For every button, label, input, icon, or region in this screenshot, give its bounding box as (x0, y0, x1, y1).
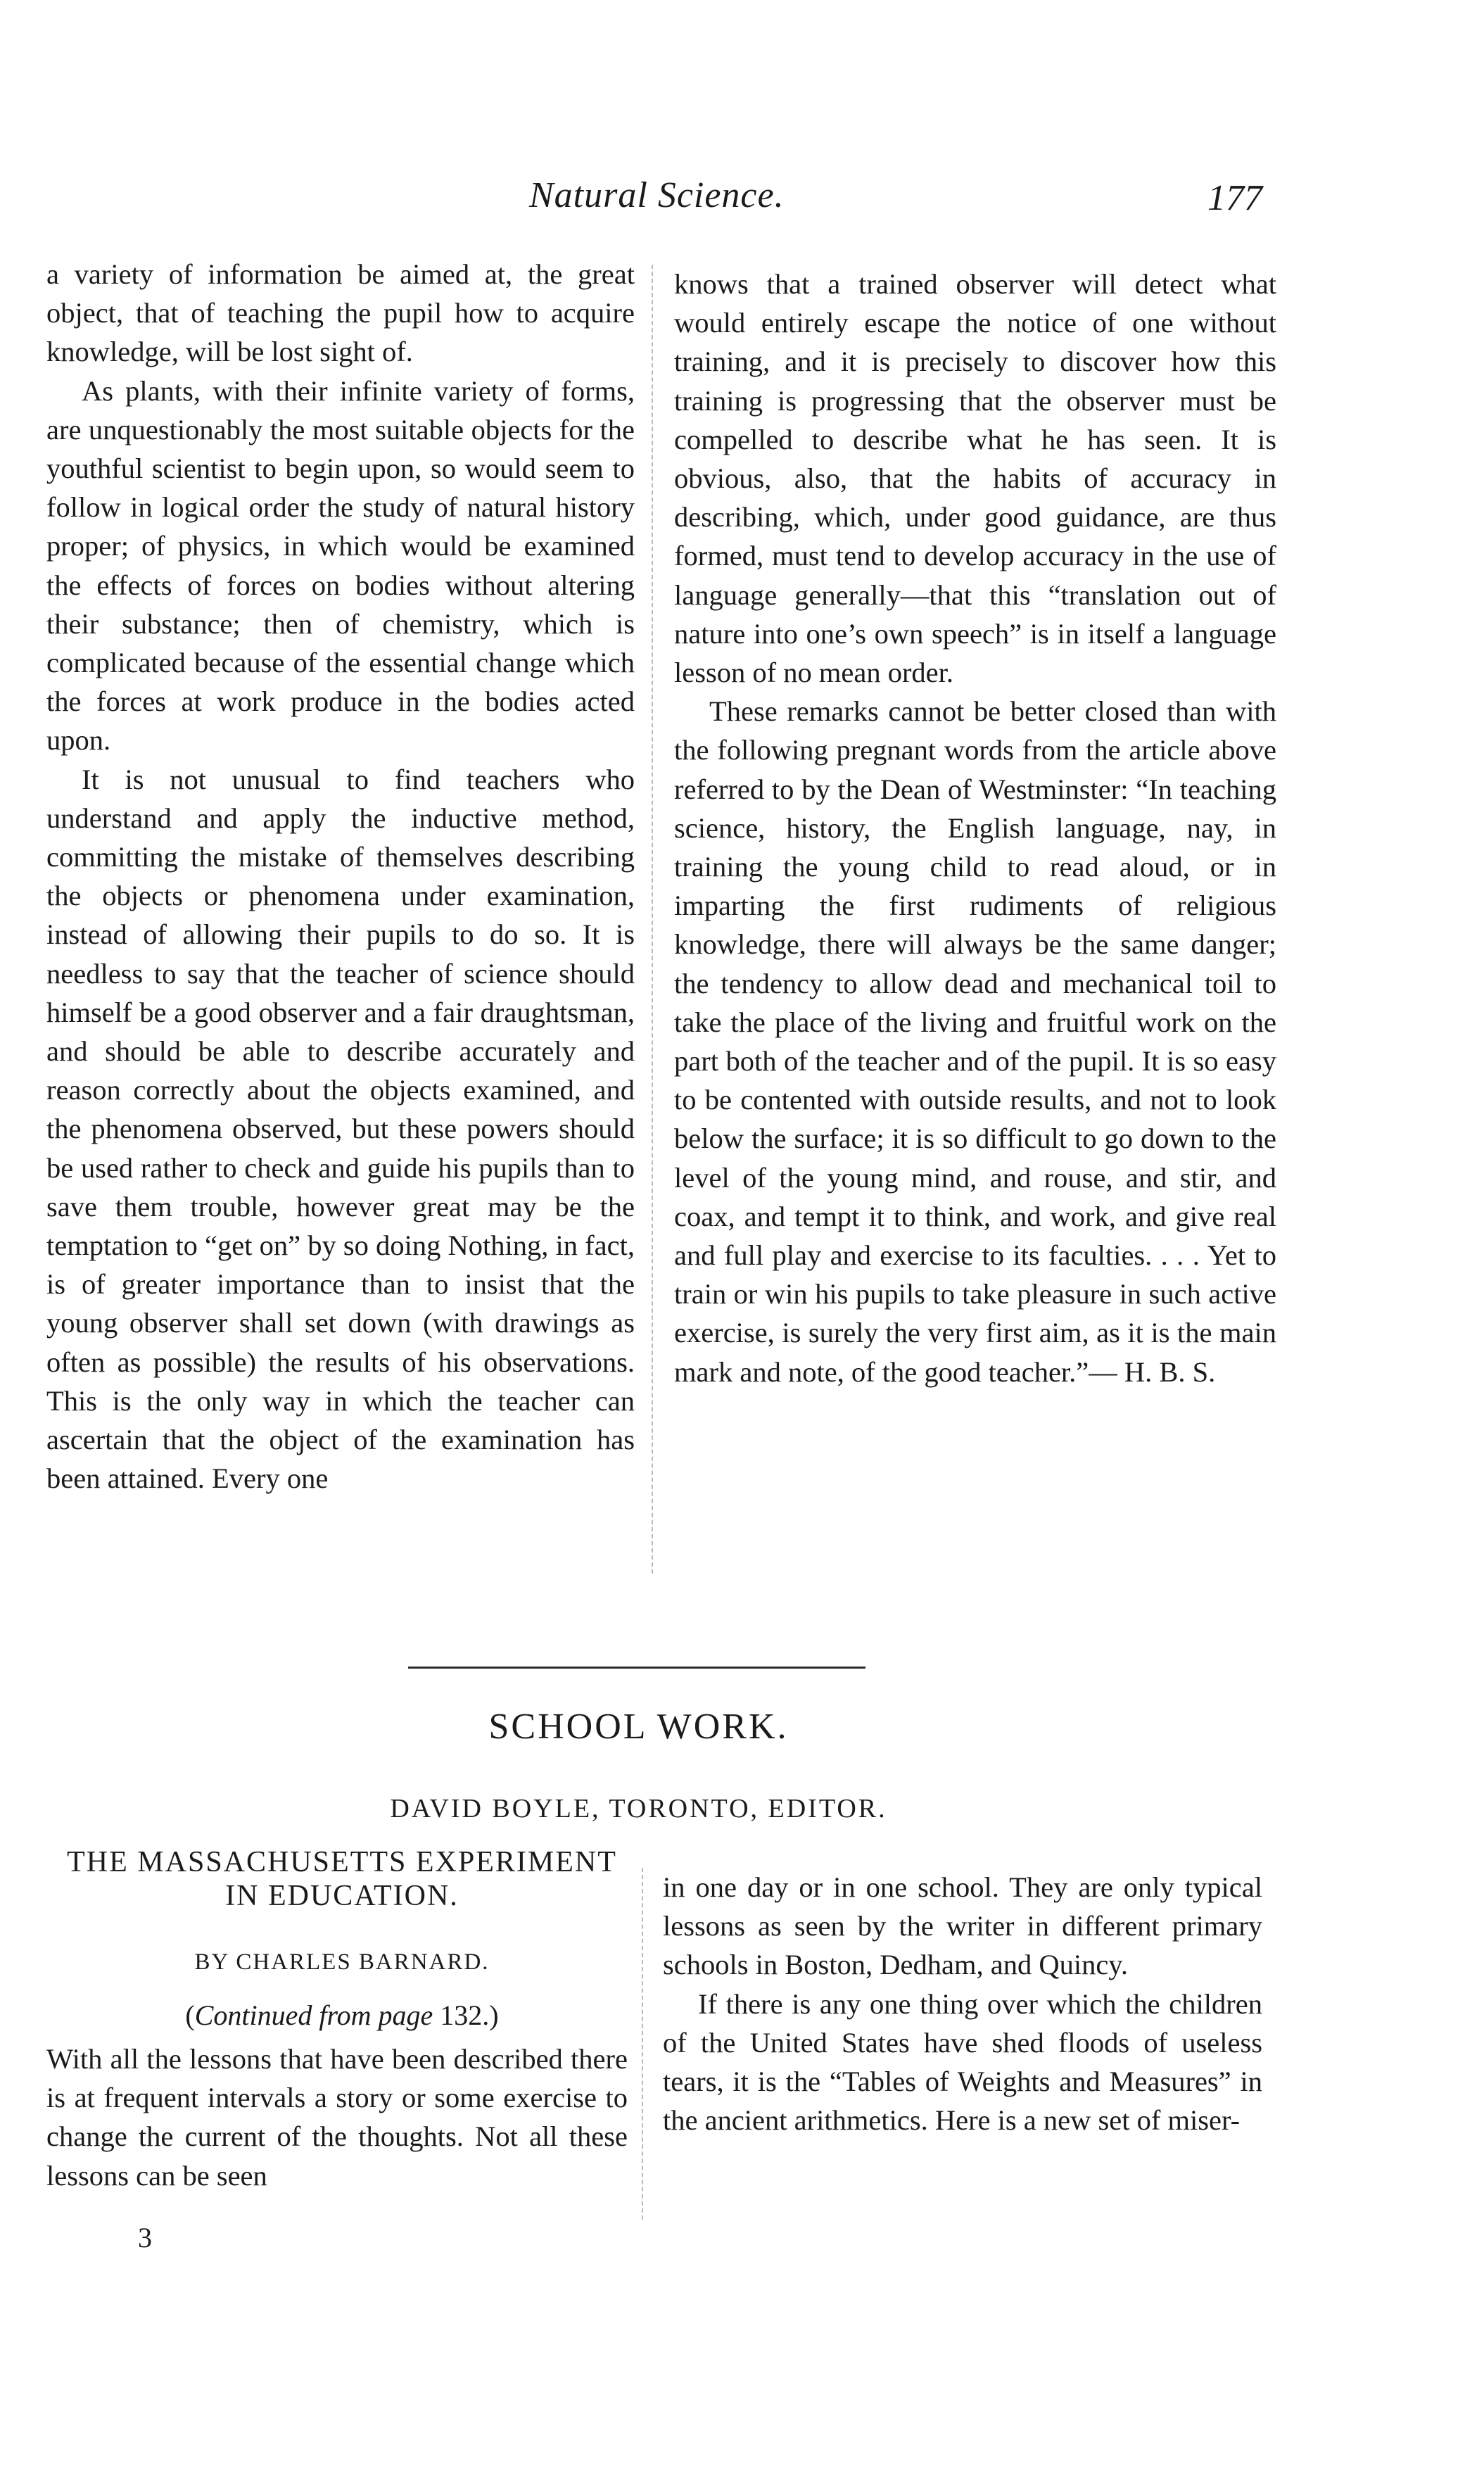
running-head: Natural Science. (529, 175, 785, 215)
section-title: SCHOOL WORK. (488, 1707, 789, 1747)
paragraph: With all the lessons that have been described there is at frequent intervals a story or some exercise to change the current of the thoughts. Not all these lessons can be seen (46, 2043, 628, 2192)
page-number: 177 (1207, 178, 1262, 218)
signature-mark: 3 (138, 2222, 152, 2253)
paragraph: knows that a trained observer will detect what would entirely escape the notice of one without training, and it is precisely to discover how this training is progressing that the observer must be compelled to describe what he has seen. It is obvious, also, that the habits of accuracy in describing, which, under good guidance, are thus formed, must tend to develop accuracy in the use of language generally—that this “translation out of nature into one’s own speech” is in itself a language lesson of no mean order. (674, 268, 1276, 689)
paragraph: As plants, with their infinite variety of forms, are unquestionably the most suitable objects for the youthful scientist to begin upon, so would seem to follow in logical order the study of natural history proper; of physics, in which would be examined the effects of forces on bodies without altering their substance; then of chemistry, which is complicated because of the essential change which the forces at work produce in the bodies acted upon. (46, 374, 635, 757)
article-title: THE MASSACHUSETTS EXPERIMENT IN EDUCATION. (67, 1846, 617, 1912)
continued-page: 132.) (440, 1999, 499, 2031)
continued-text: Continued from page (194, 1999, 433, 2031)
natural-science-right-column (674, 265, 1276, 1391)
paragraph: These remarks cannot be better closed than with the following pregnant words from the article above referred to by the Dean of Westminster: “In teaching science, history, the English language, nay, in training the young child to read aloud, or in imparting the first rudiments of religious knowledge, there will always be the same danger; the tendency to allow dead and mechanical toil to take the place of the living and fruitful work on the part both of the teacher and of the pupil. It is so easy to be contented with outside results, and not to look below the surface; it is so difficult to go down to the level of the young mind, and rouse, and stir, and coax, and tempt it to think, and work, and give real and full play and exercise to its faculties. . . . Yet to train or win his pupils to take pleasure in such active exercise, is surely the very first aim, as it is the main mark and note, of the good teacher.”— H. B. S. (674, 695, 1276, 1388)
natural-science-left-column (46, 255, 635, 1498)
paragraph: a variety of information be aimed at, the great object, that of teaching the pupil how to acquire knowledge, will be lost sight of. (46, 258, 635, 368)
paragraph: in one day or in one school. They are only typical lessons as seen by the writer in different primary schools in Boston, Dedham, and Quincy. (663, 1871, 1262, 1981)
section-editor: DAVID BOYLE, TORONTO, EDITOR. (390, 1794, 887, 1823)
column-divider (642, 1868, 643, 2220)
paragraph: If there is any one thing over which the children of the United States have shed floods of useless tears, it is the “Tables of Weights and Measures” in the ancient arithmetics. Here is a new set of miser- (663, 1987, 1262, 2137)
school-work-left-column (46, 2040, 628, 2195)
paragraph: It is not unusual to find teachers who understand and apply the inductive method, committing the mistake of themselves describing the objects or phenomena under examination, instead of allowing their pupils to do so. It is needless to say that the teacher of science should himself be a good observer and a fair draughtsman, and should be able to describe accurately and reason correctly about the objects examined, and the phenomena observed, but these powers should be used rather to check and guide his pupils than to save them trouble, however great may be the temptation to “get on” by so doing Nothing, in fact, is of greater importance than to insist that the young observer shall set down (with drawings as often as possible) the results of his observations. This is the only way in which the teacher can ascertain that the object of the examination has been attained. Every one (46, 763, 635, 1495)
continued-note (53, 1999, 630, 2032)
column-divider (652, 265, 653, 1574)
continued-open-paren: ( (185, 1999, 195, 2031)
article-byline: BY CHARLES BARNARD. (194, 1949, 490, 1975)
section-divider (408, 1667, 865, 1669)
school-work-right-column (663, 1868, 1262, 2139)
